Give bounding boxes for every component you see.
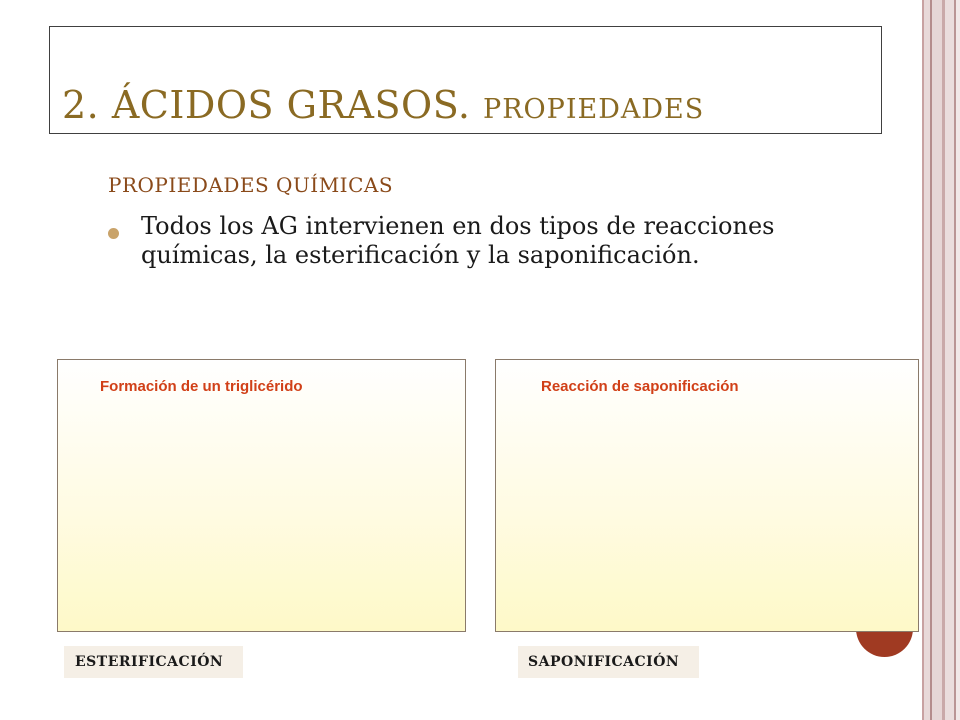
- decorative-side-band: [920, 0, 960, 720]
- slide-title-main: 2. ÁCIDOS GRASOS.: [62, 83, 484, 127]
- slide-title: [62, 83, 704, 127]
- label-saponification: SAPONIFICACIÓN: [518, 646, 699, 678]
- bullet-icon: [108, 228, 119, 239]
- slide-title-small: PROPIEDADES: [483, 94, 705, 125]
- panel-esterification: [57, 359, 466, 632]
- panel-title-esterification: Formación de un triglicérido: [100, 378, 303, 395]
- label-esterification: ESTERIFICACIÓN: [64, 646, 243, 678]
- section-subtitle: PROPIEDADES QUÍMICAS: [108, 173, 394, 197]
- bullet-text: Todos los AG intervienen en dos tipos de reacciones químicas, la esterificación y la saponificación.: [141, 212, 775, 269]
- panel-saponification: [495, 359, 919, 632]
- title-box: [49, 26, 882, 134]
- panel-title-saponification: Reacción de saponificación: [541, 378, 739, 395]
